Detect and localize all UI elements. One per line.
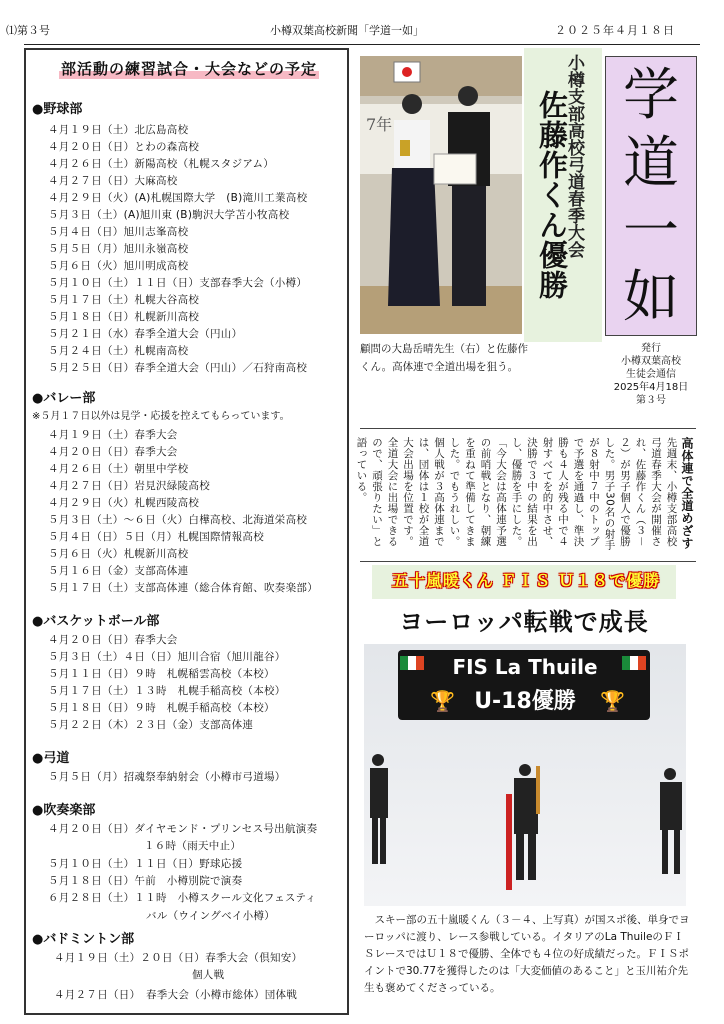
- kyudo-award-photo: [360, 56, 522, 334]
- list-item: ５月６日（火）旭川明成高校: [48, 260, 189, 272]
- photo-title-text: FIS La Thuile: [452, 655, 598, 679]
- list-item: １６時（雨天中止）: [144, 840, 242, 852]
- list-item: バル（ウイングベイ小樽）: [146, 910, 276, 922]
- issue-number: ⑴第３号: [6, 24, 50, 37]
- article-lead: 高体連で全道めざす: [680, 437, 694, 550]
- ski-banner: 五十嵐暖くん ＦＩＳ Ｕ１８で優勝: [391, 571, 661, 590]
- issuer-line: 2025年4月18日: [613, 382, 689, 393]
- list-item: ５月１１日（日）９時 札幌稲雲高校（本校）: [48, 668, 275, 680]
- list-item: ５月５日（月）旭川永嶺高校: [48, 243, 189, 255]
- list-item: ４月２９日（火）(A)札幌国際大学 (B)滝川工業高校: [48, 192, 308, 204]
- list-item: ５月１０日（土）１１日（日）野球応援: [48, 858, 243, 870]
- list-item: ５月１８日（日）９時 札幌手稲高校（本校）: [48, 702, 275, 714]
- list-item: ５月１０日（土）１１日（日）支部春季大会（小樽）: [48, 277, 308, 289]
- list-item: ５月１７日（土）札幌大谷高校: [48, 294, 200, 306]
- schedule-title: 部活動の練習試合・大会などの予定: [60, 60, 317, 78]
- masthead-char: 一: [623, 199, 679, 264]
- issuer-line: 小樽双葉高校: [621, 356, 681, 367]
- list-item: ４月２６日（土）朝里中学校: [48, 463, 189, 475]
- list-item: ５月２５日（日）春季全道大会（円山）／石狩南高校: [48, 362, 308, 374]
- list-item: ５月１７日（土）１３時 札幌手稲高校（本校）: [48, 685, 286, 697]
- list-item: 個人戦: [192, 969, 225, 981]
- list-item: ４月２０日（日）春季大会: [48, 446, 178, 458]
- list-item: ４月２７日（日）岩見沢緑陵高校: [48, 480, 210, 492]
- paper-name: 小樽双葉高校新聞「学道一如」: [270, 24, 424, 37]
- list-item: ５月１７日（土）支部高体連（総合体育館、吹奏楽部）: [48, 582, 318, 594]
- masthead-char: 如: [623, 265, 679, 330]
- issuer-info: [605, 342, 697, 407]
- list-item: ６月２８日（土）１１時 小樽スクール文化フェスティ: [48, 892, 317, 904]
- volleyball-note: ※５月１７日以外は見学・応援を控えてもらっています。: [32, 411, 290, 422]
- ski-photo-illustration: [364, 644, 686, 906]
- list-item: ４月１９日（土）北広島高校: [48, 124, 189, 136]
- ski-race-photo: [364, 644, 686, 906]
- list-item: ４月１９日（土）２０日（日）春季大会（倶知安）: [54, 952, 303, 964]
- list-item: ４月２０日（日）ダイヤモンド・プリンセス号出航演奏: [48, 823, 318, 835]
- kyudo-headline-line1: 小樽支部高校弓道春季大会: [564, 54, 584, 258]
- list-item: ４月１９日（土）春季大会: [48, 429, 178, 441]
- article-bottom-rule: [360, 561, 696, 562]
- list-item: ５月２１日（水）春季全道大会（円山）: [48, 328, 243, 340]
- issue-date: ２０２５年４月１８日: [555, 24, 675, 37]
- list-item: ４月２９日（火）札幌西陵高校: [48, 497, 200, 509]
- kyudo-headline-line2: 佐藤作くん優勝: [535, 90, 569, 300]
- section-volleyball: ●バレー部: [32, 391, 96, 406]
- list-item: ４月２０日（日）春季大会: [48, 634, 178, 646]
- ski-photo-caption: スキー部の五十嵐暖くん（３－４、上写真）が国スポ後、単身でヨーロッパに渡り、レース参戦している。イタリアのLa ThuileのＦＩＳレースではＵ１８で優勝、全体でも４位の好成績だった。ＦＩＳポイントで30.77を獲得したのは「大変価値のあること」と玉川祐介先生も褒めてくださっている。: [364, 914, 690, 994]
- page-header: [0, 0, 724, 46]
- header-rule: [24, 44, 700, 45]
- list-item: ５月１６日（金）支部高体連: [48, 565, 189, 577]
- schedule-box: [24, 48, 349, 1015]
- list-item: ５月１８日（日）午前 小樽別院で演奏: [48, 875, 243, 887]
- masthead-char: 道: [623, 131, 679, 196]
- list-item: ５月３日（土）４日（日）旭川合宿（旭川龍谷）: [48, 651, 286, 663]
- trophy-icon: 🏆: [600, 689, 625, 713]
- list-item: ５月２４日（土）札幌南高校: [48, 345, 189, 357]
- issuer-line: 発行: [641, 343, 661, 354]
- list-item: ５月４日（日）５日（月）札幌国際情報高校: [48, 531, 264, 543]
- list-item: ５月６日（火）札幌新川高校: [48, 548, 189, 560]
- photo-subtitle-text: U-18優勝: [474, 689, 576, 714]
- section-kyudo: ●弓道: [32, 751, 70, 766]
- list-item: ５月５日（月）招魂祭奉納射会（小樽市弓道場）: [48, 771, 286, 783]
- section-baseball: ●野球部: [32, 102, 83, 117]
- list-item: ５月１８日（日）札幌新川高校: [48, 311, 200, 323]
- list-item: ５月３日（土）～６日（火）白樺高校、北海道栄高校: [48, 514, 308, 526]
- kyudo-photo-illustration: [360, 56, 522, 334]
- list-item: ４月２７日（日） 春季大会（小樽市総体）団体戦: [54, 989, 298, 1001]
- masthead-char: 学: [623, 63, 679, 128]
- list-item: ４月２７日（日）大麻高校: [48, 175, 178, 187]
- list-item: ５月２２日（木）２３日（金）支部高体連: [48, 719, 254, 731]
- trophy-icon: 🏆: [430, 689, 455, 713]
- list-item: ５月４日（日）旭川志峯高校: [48, 226, 189, 238]
- section-brass: ●吹奏楽部: [32, 803, 96, 818]
- kyudo-photo-caption: 顧問の大島岳晴先生（右）と佐藤作くん。高体連で全道出場を狙う。: [360, 343, 528, 373]
- list-item: ４月２０日（日）とわの森高校: [48, 141, 200, 153]
- section-basketball: ●バスケットボール部: [32, 614, 160, 629]
- article-top-rule: [360, 428, 696, 429]
- section-badminton: ●バドミントン部: [32, 932, 135, 947]
- masthead: [605, 56, 697, 336]
- issuer-line: 生徒会通信: [626, 369, 676, 380]
- list-item: ４月２６日（土）新陽高校（札幌スタジアム）: [48, 158, 275, 170]
- wall-sign-text: 7年: [366, 115, 393, 134]
- ski-headline: ヨーロッパ転戦で成長: [399, 608, 649, 636]
- issuer-line: 第３号: [636, 395, 666, 406]
- article-body: 先週末、小樽支部高校弓道春季大会が開催され、佐藤作くん（３－２）が男子個人で優勝した。男子30名の射手が８射中７中のトップで予選を通過し、準決勝も４人が残る中で４射すべてを的中させ、決勝で３中の結果を出し、優勝を手にした。「今大会は高体連予選の前哨戦となり、朝練を重ねて準備してきました。でもうれしい。個人戦が３高体連までは、団体は１校が全道大会出場を位置です。全道大会に出場できるので、頑張りたい」と語っている。: [355, 437, 678, 551]
- list-item: ５月３日（土）(A)旭川東 (B)駒沢大学苫小牧高校: [48, 209, 290, 221]
- kyudo-article: [355, 437, 694, 557]
